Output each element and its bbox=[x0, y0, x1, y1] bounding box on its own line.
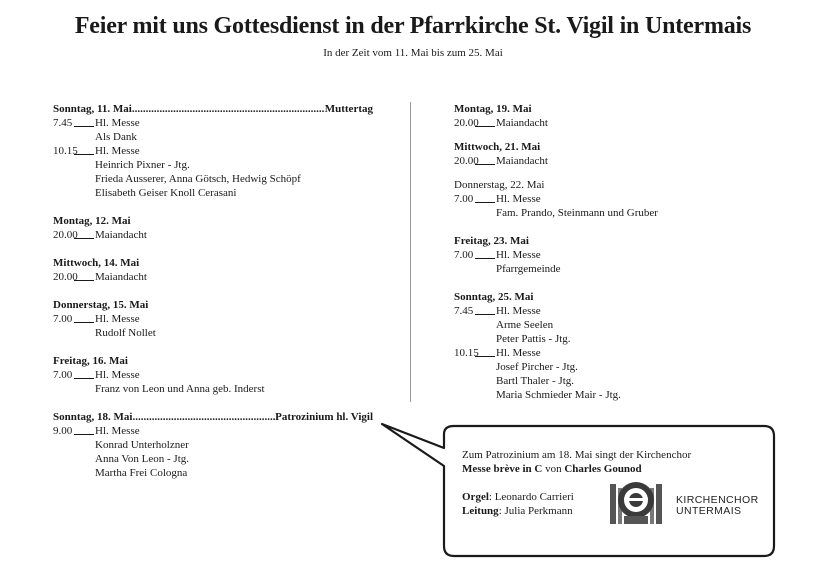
day-label: Mittwoch, 14. Mai bbox=[53, 257, 140, 269]
day-block bbox=[454, 234, 784, 276]
service-row bbox=[454, 154, 784, 168]
logo-line-2: UNTERMAIS bbox=[676, 505, 742, 517]
schedule-left-column bbox=[53, 102, 373, 494]
service-name: Maiandacht bbox=[496, 155, 548, 167]
service-name: Maiandacht bbox=[95, 229, 147, 241]
mass-intention: Fam. Prando, Steinmann und Gruber bbox=[496, 207, 658, 219]
day-block bbox=[53, 102, 373, 200]
mass-intention: Arme Seelen bbox=[496, 319, 554, 331]
day-occasion: Muttertag bbox=[324, 103, 373, 115]
dot-leader bbox=[132, 102, 325, 116]
day-label: Montag, 12. Mai bbox=[53, 215, 131, 227]
mass-intention: Heinrich Pixner - Jtg. bbox=[95, 159, 190, 171]
day-heading bbox=[454, 140, 784, 154]
organ-label: Orgel bbox=[462, 491, 489, 503]
service-name: Hl. Messe bbox=[496, 193, 541, 205]
day-block bbox=[53, 410, 373, 480]
day-label: Sonntag, 18. Mai bbox=[53, 411, 133, 423]
service-name: Maiandacht bbox=[496, 117, 548, 129]
mass-intention: Maria Schmieder Mair - Jtg. bbox=[496, 389, 621, 401]
service-line bbox=[74, 144, 94, 155]
service-time: 10.15 bbox=[454, 347, 479, 359]
service-name: Hl. Messe bbox=[95, 117, 140, 129]
column-divider bbox=[410, 102, 411, 402]
day-label: Sonntag, 11. Mai bbox=[53, 103, 132, 115]
day-heading bbox=[454, 234, 784, 248]
service-line bbox=[74, 312, 94, 323]
day-heading bbox=[53, 354, 373, 368]
day-label: Donnerstag, 15. Mai bbox=[53, 299, 149, 311]
mass-intention: Josef Pircher - Jtg. bbox=[496, 361, 578, 373]
day-label: Mittwoch, 21. Mai bbox=[454, 141, 541, 153]
day-heading bbox=[454, 290, 784, 304]
service-time: 7.45 bbox=[53, 117, 73, 129]
mass-intention: Anna Von Leon - Jtg. bbox=[95, 453, 190, 465]
choir-announcement bbox=[462, 448, 692, 476]
day-block bbox=[454, 102, 784, 130]
service-line bbox=[74, 368, 94, 379]
mass-intention: Franz von Leon und Anna geb. Inderst bbox=[95, 383, 265, 395]
service-line bbox=[74, 424, 94, 435]
service-line bbox=[74, 116, 94, 127]
mass-intention: Konrad Unterholzner bbox=[95, 439, 189, 451]
logo-wordmark bbox=[676, 495, 759, 517]
lead-label: Leitung bbox=[462, 505, 499, 517]
service-row bbox=[53, 144, 373, 158]
day-heading bbox=[53, 410, 373, 424]
service-name: Hl. Messe bbox=[496, 249, 541, 261]
service-row bbox=[454, 192, 784, 206]
mass-work: Messe brève in C bbox=[462, 463, 543, 475]
logo-line-1: KIRCHENCHOR bbox=[676, 494, 759, 506]
service-row bbox=[53, 424, 373, 438]
day-occasion: Patrozinium hl. Vigil bbox=[275, 411, 373, 423]
organ-name: : Leonardo Carrieri bbox=[488, 491, 574, 503]
kirchenchor-logo-icon bbox=[608, 478, 664, 526]
service-time: 7.00 bbox=[454, 249, 474, 261]
day-block bbox=[454, 178, 784, 220]
mass-intention: Peter Pattis - Jtg. bbox=[496, 333, 571, 345]
mass-intention: Elisabeth Geiser Knoll Cerasani bbox=[95, 187, 237, 199]
day-label: Freitag, 16. Mai bbox=[53, 355, 128, 367]
mass-intention: Rudolf Nollet bbox=[95, 327, 156, 339]
day-label: Donnerstag, 22. Mai bbox=[454, 179, 545, 191]
service-time: 20.00 bbox=[53, 229, 78, 241]
service-line bbox=[475, 346, 495, 357]
service-name: Hl. Messe bbox=[95, 313, 140, 325]
schedule-right-column bbox=[454, 102, 784, 416]
day-heading bbox=[53, 256, 373, 270]
mass-intention: Als Dank bbox=[95, 131, 137, 143]
lead-name: : Julia Perkmann bbox=[498, 505, 573, 517]
service-row bbox=[53, 116, 373, 130]
speech-bubble bbox=[378, 418, 778, 568]
service-name: Maiandacht bbox=[95, 271, 147, 283]
service-time: 7.00 bbox=[53, 313, 73, 325]
mass-intention: Pfarrgemeinde bbox=[496, 263, 561, 275]
service-time: 20.00 bbox=[454, 155, 479, 167]
service-time: 7.00 bbox=[454, 193, 474, 205]
service-name: Hl. Messe bbox=[496, 347, 541, 359]
service-row bbox=[454, 116, 784, 130]
day-label: Montag, 19. Mai bbox=[454, 103, 532, 115]
mass-intention: Bartl Thaler - Jtg. bbox=[496, 375, 574, 387]
composer: Charles Gounod bbox=[564, 463, 642, 475]
announcement-line: Zum Patrozinium am 18. Mai singt der Kirchenchor bbox=[462, 449, 692, 461]
day-block bbox=[454, 140, 784, 168]
day-heading bbox=[454, 102, 784, 116]
service-line bbox=[74, 228, 94, 239]
day-heading bbox=[53, 298, 373, 312]
day-heading bbox=[454, 178, 784, 192]
service-line bbox=[475, 248, 495, 259]
choir-credits bbox=[462, 490, 574, 518]
service-line bbox=[475, 154, 495, 165]
service-time: 9.00 bbox=[53, 425, 73, 437]
day-block bbox=[53, 256, 373, 284]
service-row bbox=[53, 368, 373, 382]
service-line bbox=[74, 270, 94, 281]
service-name: Hl. Messe bbox=[95, 425, 140, 437]
service-row bbox=[53, 312, 373, 326]
day-block bbox=[454, 290, 784, 402]
day-label: Sonntag, 25. Mai bbox=[454, 291, 534, 303]
service-time: 10.15 bbox=[53, 145, 78, 157]
service-row bbox=[53, 228, 373, 242]
von-text: von bbox=[542, 463, 565, 475]
day-label: Freitag, 23. Mai bbox=[454, 235, 529, 247]
page-title: Feier mit uns Gottesdienst in der Pfarrkirche St. Vigil in Untermais bbox=[74, 13, 752, 39]
speech-bubble-outline bbox=[378, 418, 778, 568]
service-time: 7.45 bbox=[454, 305, 474, 317]
mass-intention: Frieda Ausserer, Anna Götsch, Hedwig Schöpf bbox=[95, 173, 301, 185]
service-row bbox=[53, 270, 373, 284]
service-time: 7.00 bbox=[53, 369, 73, 381]
service-name: Hl. Messe bbox=[95, 145, 140, 157]
service-line bbox=[475, 116, 495, 127]
mass-intention: Martha Frei Cologna bbox=[95, 467, 188, 479]
service-row bbox=[454, 248, 784, 262]
dot-leader bbox=[132, 410, 275, 424]
day-block bbox=[53, 298, 373, 340]
service-name: Hl. Messe bbox=[496, 305, 541, 317]
service-line bbox=[475, 304, 495, 315]
day-block bbox=[53, 214, 373, 242]
page-subtitle: In der Zeit vom 11. Mai bis zum 25. Mai bbox=[323, 47, 503, 59]
service-time: 20.00 bbox=[53, 271, 78, 283]
day-heading bbox=[53, 214, 373, 228]
day-heading bbox=[53, 102, 373, 116]
service-time: 20.00 bbox=[454, 117, 479, 129]
service-line bbox=[475, 192, 495, 203]
service-name: Hl. Messe bbox=[95, 369, 140, 381]
day-block bbox=[53, 354, 373, 396]
service-row bbox=[454, 304, 784, 318]
service-row bbox=[454, 346, 784, 360]
